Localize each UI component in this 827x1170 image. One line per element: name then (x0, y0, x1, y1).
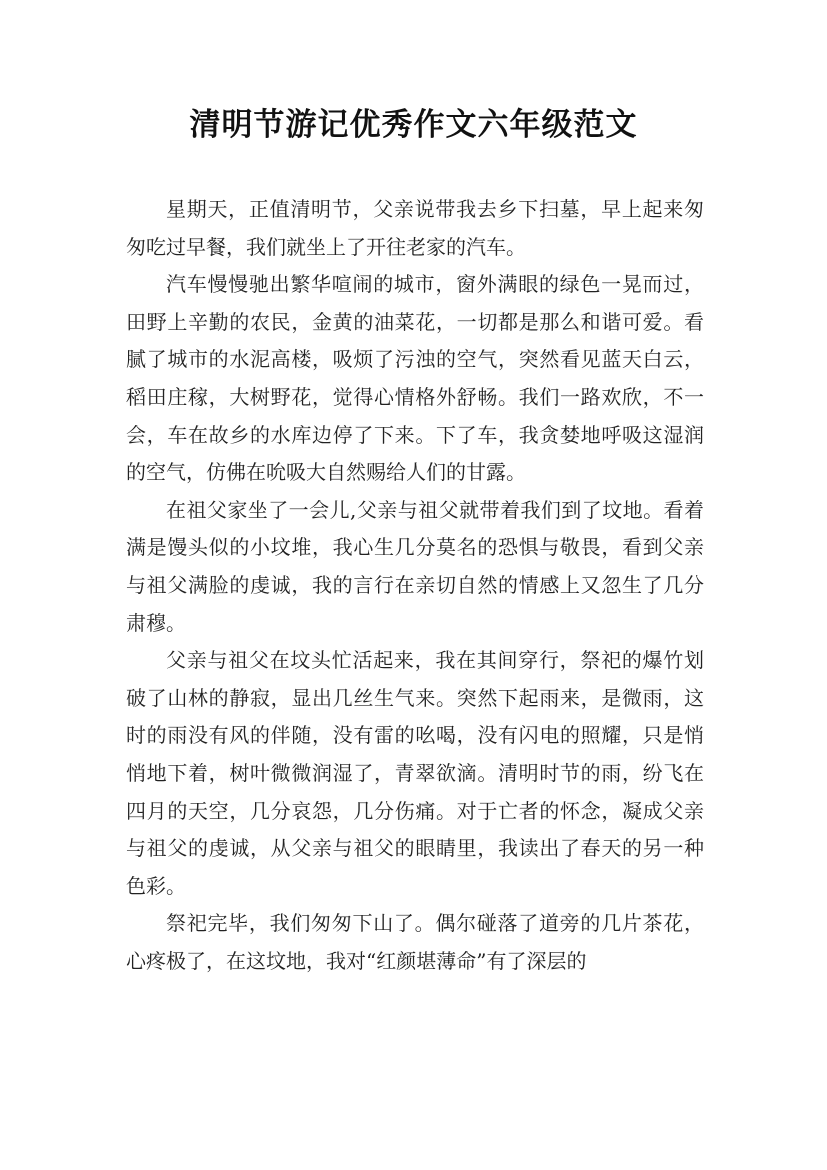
paragraph-5: 祭祀完毕，我们匆匆下山了。偶尔碰落了道旁的几片茶花，心疼极了，在这坟地，我对“红颜堪薄命”有了深层的 (126, 911, 704, 973)
paragraph-1: 星期天，正值清明节，父亲说带我去乡下扫墓，早上起来匆匆吃过早餐，我们就坐上了开往老家的汽车。 (126, 197, 704, 259)
document-title: 清明节游记优秀作文六年级范文 (189, 107, 638, 143)
document-body (126, 191, 704, 980)
paragraph-3: 在祖父家坐了一会儿,父亲与祖父就带着我们到了坟地。看着满是馒头似的小坟堆，我心生几分莫名的恐惧与敬畏，看到父亲与祖父满脸的虔诚，我的言行在亲切自然的情感上又忽生了几分肃穆。 (126, 497, 704, 635)
paragraph-2: 汽车慢慢驰出繁华喧闹的城市，窗外满眼的绿色一晃而过，田野上辛勤的农民，金黄的油菜花，一切都是那么和谐可爱。看腻了城市的水泥高楼，吸烦了污浊的空气，突然看见蓝天白云，稻田庄稼，大树野花，觉得心情格外舒畅。我们一路欢欣，不一会，车在故乡的水库边停了下来。下了车，我贪婪地呼吸这湿润的空气，仿佛在吮吸大自然赐给人们的甘露。 (126, 272, 704, 485)
paragraph-4: 父亲与祖父在坟头忙活起来，我在其间穿行，祭祀的爆竹划破了山林的静寂，显出几丝生气来。突然下起雨来，是微雨，这时的雨没有风的伴随，没有雷的吆喝，没有闪电的照耀，只是悄悄地下着，树叶微微润湿了，青翠欲滴。清明时节的雨，纷飞在四月的天空，几分哀怨，几分伤痛。对于亡者的怀念，凝成父亲与祖父的虔诚，从父亲与祖父的眼睛里，我读出了春天的另一种色彩。 (126, 648, 704, 898)
